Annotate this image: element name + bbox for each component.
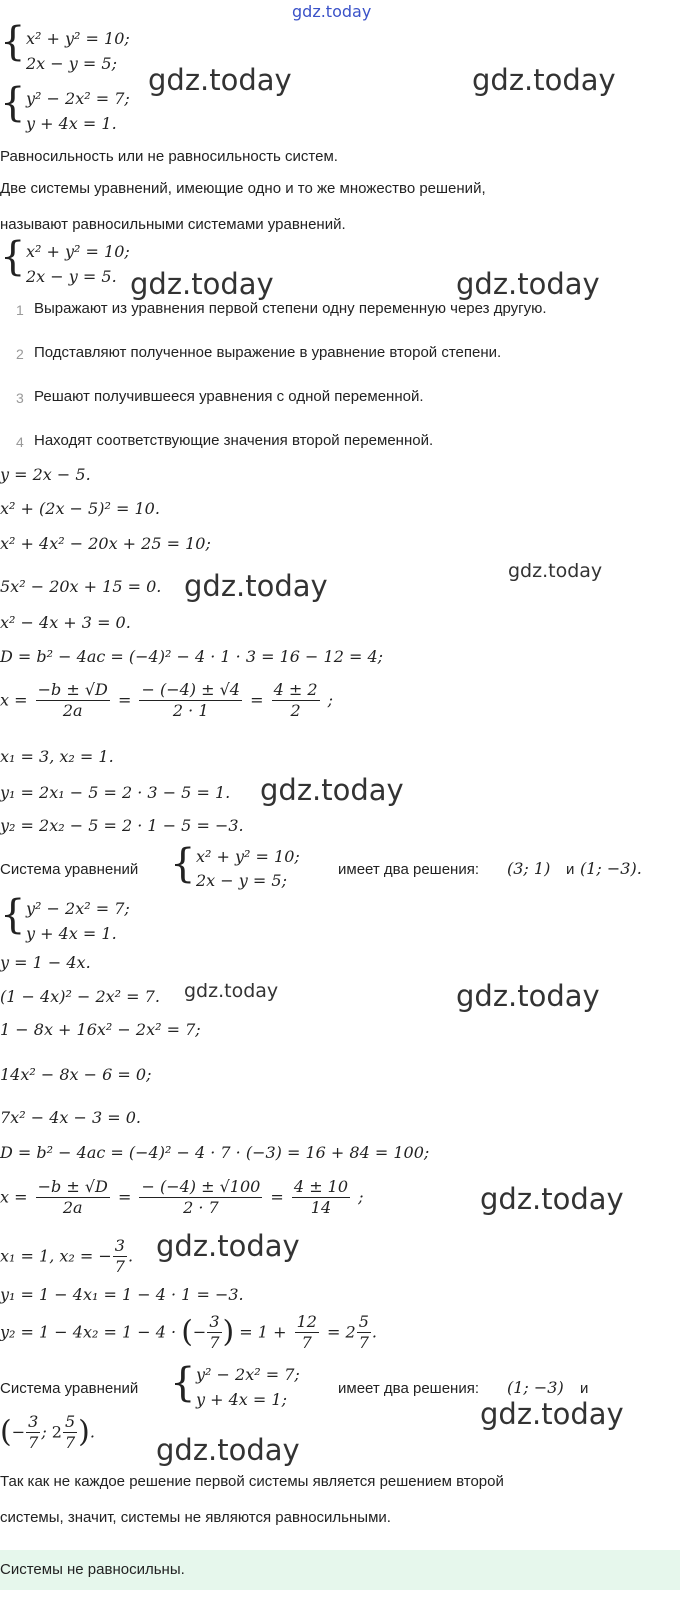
definition-line: Две системы уравнений, имеющие одно и то же множество решений, bbox=[0, 180, 486, 197]
conclusion-text: имеет два решения: bbox=[338, 1380, 479, 1397]
numerator: 3 bbox=[209, 1312, 220, 1331]
step-number: 3 bbox=[16, 390, 24, 406]
system1b-eq2: 2x − y = 5. bbox=[26, 267, 117, 286]
watermark: gdz.today bbox=[480, 1397, 624, 1431]
step-number: 2 bbox=[16, 346, 24, 362]
solution-pair: (1; −3) bbox=[507, 1378, 564, 1397]
system-brace: { bbox=[170, 1360, 196, 1406]
watermark: gdz.today bbox=[456, 267, 600, 301]
fraction bbox=[139, 680, 242, 721]
math-line: x² − 4x + 3 = 0. bbox=[0, 613, 131, 632]
conclusion-eq2: 2x − y = 5; bbox=[196, 871, 287, 890]
denominator: 2a bbox=[36, 1197, 110, 1218]
denominator: 7 bbox=[114, 1257, 125, 1276]
system1b-eq1: x² + y² = 10; bbox=[26, 242, 130, 261]
math-line: x² + 4x² − 20x + 25 = 10; bbox=[0, 534, 211, 553]
watermark: gdz.today bbox=[292, 2, 372, 21]
numerator: − (−4) ± √4 bbox=[141, 680, 240, 699]
system-brace: { bbox=[0, 19, 26, 65]
solution-pair: (1; −3). bbox=[580, 859, 642, 878]
denominator: 7 bbox=[295, 1332, 319, 1353]
conclusion-eq2: y + 4x = 1; bbox=[196, 1390, 287, 1409]
numerator: − (−4) ± √100 bbox=[141, 1177, 261, 1196]
numerator: 5 bbox=[64, 1412, 76, 1431]
fraction bbox=[357, 1312, 371, 1353]
fraction bbox=[63, 1412, 77, 1453]
and-text: и bbox=[566, 861, 575, 878]
fraction bbox=[113, 1236, 127, 1277]
fraction bbox=[36, 680, 110, 721]
denominator: 7 bbox=[28, 1433, 39, 1452]
solution-pair: (− $\frac{3}{7}$ ; 2 $\frac{5}{7}$ ). bbox=[0, 1412, 95, 1452]
page-title: Равносильность или не равносильность систем. bbox=[0, 148, 338, 165]
denominator: 14 bbox=[292, 1197, 350, 1218]
numerator: −b ± √D bbox=[37, 1177, 108, 1196]
step-number: 4 bbox=[16, 434, 24, 450]
root-formula: x = $\frac{-b \pm √D}{2a}$ = $\frac{- (-4) \pm √100}{2 \cdot 7}$ = $\frac{4 \pm 10}{14}$ ; bbox=[0, 1177, 364, 1217]
system2-eq1: y² − 2x² = 7; bbox=[26, 89, 130, 108]
roots-line: x₁ = 1, x₂ = − $\frac{3}{7}$ . bbox=[0, 1236, 134, 1276]
numerator: 4 ± 2 bbox=[273, 680, 318, 699]
numerator: 12 bbox=[296, 1312, 317, 1331]
watermark: gdz.today bbox=[156, 1433, 300, 1467]
watermark: gdz.today bbox=[148, 63, 292, 97]
math-line: x² + (2x − 5)² = 10. bbox=[0, 499, 160, 518]
system2b-eq2: y + 4x = 1. bbox=[26, 924, 117, 943]
system1-eq2: 2x − y = 5; bbox=[26, 54, 117, 73]
denominator: 2a bbox=[36, 700, 110, 721]
watermark: gdz.today bbox=[456, 979, 600, 1013]
math-line: 1 − 8x + 16x² − 2x² = 7; bbox=[0, 1020, 201, 1039]
system-brace: { bbox=[170, 841, 196, 887]
watermark: gdz.today bbox=[480, 1182, 624, 1216]
denominator: 7 bbox=[358, 1333, 369, 1352]
math-line: y = 2x − 5. bbox=[0, 465, 91, 484]
conclusion-eq1: y² − 2x² = 7; bbox=[196, 1365, 300, 1384]
solution-pair: (3; 1) bbox=[507, 859, 551, 878]
denominator: 7 bbox=[64, 1433, 76, 1452]
system-brace: { bbox=[0, 234, 26, 280]
conclusion-label: Система уравнений bbox=[0, 861, 139, 878]
fraction bbox=[272, 680, 320, 721]
watermark: gdz.today bbox=[472, 63, 616, 97]
step-text: Подставляют полученное выражение в уравнение второй степени. bbox=[34, 344, 502, 361]
math-line: y₁ = 2x₁ − 5 = 2 · 3 − 5 = 1. bbox=[0, 783, 231, 802]
watermark: gdz.today bbox=[184, 980, 279, 1002]
numerator: 3 bbox=[28, 1412, 39, 1431]
math-line: (1 − 4x)² − 2x² = 7. bbox=[0, 987, 160, 1006]
final-text: системы, значит, системы не являются равносильными. bbox=[0, 1509, 391, 1526]
conclusion-text: имеет два решения: bbox=[338, 861, 479, 878]
conclusion-label: Система уравнений bbox=[0, 1380, 139, 1397]
watermark: gdz.today bbox=[130, 267, 274, 301]
math-line: y₁ = 1 − 4x₁ = 1 − 4 · 1 = −3. bbox=[0, 1285, 244, 1304]
x-prefix: x = bbox=[0, 1187, 28, 1207]
watermark: gdz.today bbox=[260, 773, 404, 807]
numerator: 5 bbox=[358, 1312, 369, 1331]
denominator: 2 · 7 bbox=[139, 1197, 262, 1218]
numerator: 4 ± 10 bbox=[293, 1177, 349, 1196]
and-text: и bbox=[580, 1380, 589, 1397]
numerator: 3 bbox=[114, 1236, 125, 1255]
watermark: gdz.today bbox=[508, 560, 603, 582]
step-text: Решают получившееся уравнения с одной переменной. bbox=[34, 388, 424, 405]
fraction bbox=[36, 1177, 110, 1218]
fraction bbox=[139, 1177, 262, 1218]
answer-text: Системы не равносильны. bbox=[0, 1561, 185, 1578]
denominator: 2 bbox=[272, 700, 320, 721]
numerator: −b ± √D bbox=[37, 680, 108, 699]
fraction bbox=[295, 1312, 319, 1353]
math-line: 7x² − 4x − 3 = 0. bbox=[0, 1108, 141, 1127]
fraction bbox=[26, 1412, 40, 1453]
denominator: 2 · 1 bbox=[139, 700, 242, 721]
math-line: y₂ = 2x₂ − 5 = 2 · 1 − 5 = −3. bbox=[0, 816, 244, 835]
system2b-eq1: y² − 2x² = 7; bbox=[26, 899, 130, 918]
discriminant-line: D = b² − 4ac = (−4)² − 4 · 1 · 3 = 16 − 12 = 4; bbox=[0, 647, 384, 666]
math-line: 14x² − 8x − 6 = 0; bbox=[0, 1065, 152, 1084]
system2-eq2: y + 4x = 1. bbox=[26, 114, 117, 133]
conclusion-eq1: x² + y² = 10; bbox=[196, 847, 300, 866]
definition-line: называют равносильными системами уравнений. bbox=[0, 216, 346, 233]
y2-line: y₂ = 1 − 4x₂ = 1 − 4 · (− $\frac{3}{7}$ ) = 1 + $\frac{12}{7}$ = 2 $\frac{5}{7}$ . bbox=[0, 1312, 377, 1352]
step-text: Находят соответствующие значения второй переменной. bbox=[34, 432, 434, 449]
system1-eq1: x² + y² = 10; bbox=[26, 29, 130, 48]
math-line: y = 1 − 4x. bbox=[0, 953, 91, 972]
step-text: Выражают из уравнения первой степени одну переменную через другую. bbox=[34, 300, 547, 317]
math-line: x₁ = 3, x₂ = 1. bbox=[0, 747, 114, 766]
watermark: gdz.today bbox=[156, 1229, 300, 1263]
system-brace: { bbox=[0, 892, 26, 938]
fraction bbox=[207, 1312, 221, 1353]
watermark: gdz.today bbox=[184, 569, 328, 603]
x-prefix: x = bbox=[0, 690, 28, 710]
step-number: 1 bbox=[16, 302, 24, 318]
system-brace: { bbox=[0, 80, 26, 126]
root-formula: x = $\frac{-b \pm √D}{2a}$ = $\frac{- (-4) \pm √4}{2 \cdot 1}$ = $\frac{4 \pm 2}{2}$ ; bbox=[0, 680, 333, 720]
fraction bbox=[292, 1177, 350, 1218]
discriminant-line: D = b² − 4ac = (−4)² − 4 · 7 · (−3) = 16 + 84 = 100; bbox=[0, 1143, 430, 1162]
final-text: Так как не каждое решение первой системы является решением второй bbox=[0, 1473, 504, 1490]
math-line: 5x² − 20x + 15 = 0. bbox=[0, 577, 162, 596]
denominator: 7 bbox=[209, 1333, 220, 1352]
